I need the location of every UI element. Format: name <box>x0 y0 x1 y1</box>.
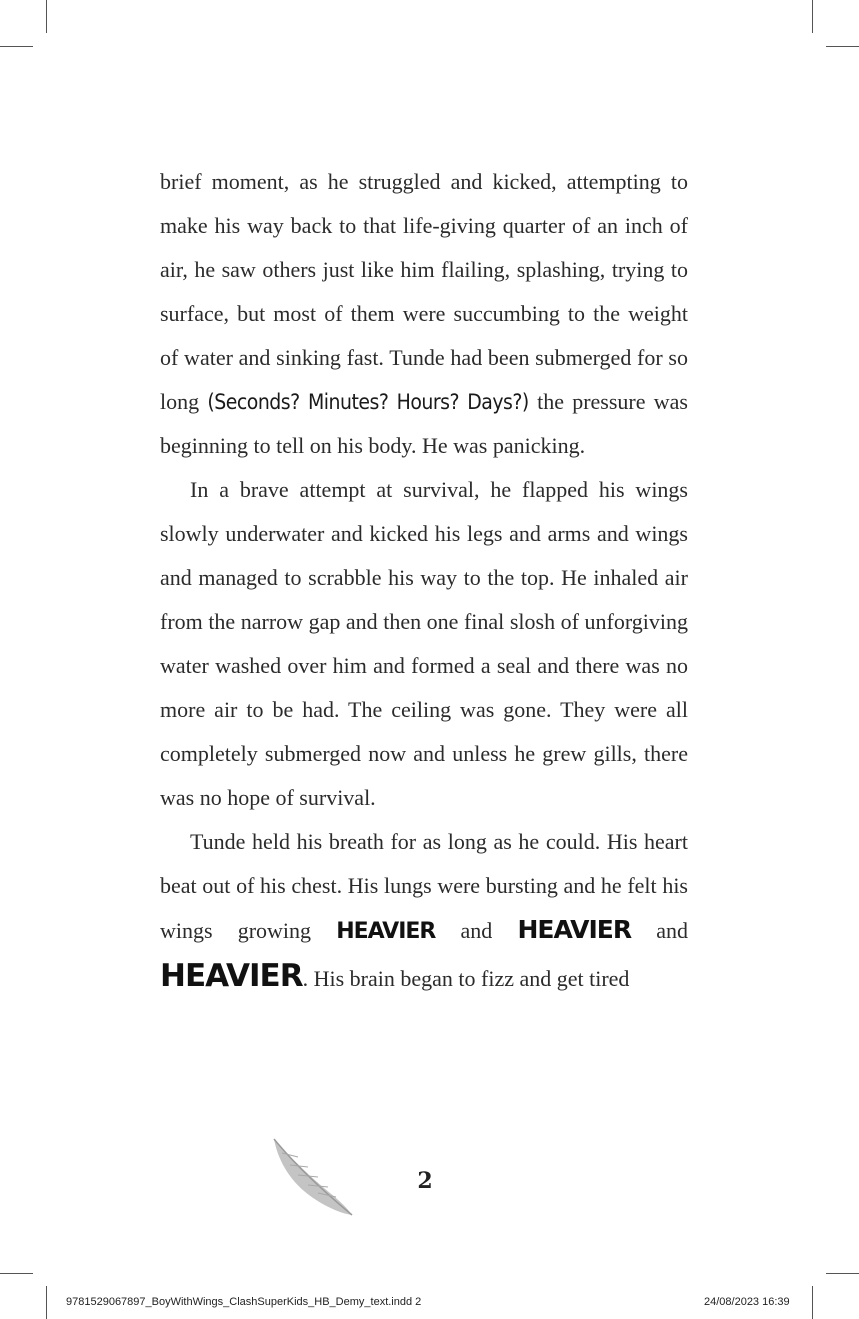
heavier-word-2: HEAVIER <box>517 915 632 944</box>
crop-mark-bottom-left-h <box>0 1273 33 1274</box>
paragraph-3-text-b: . His brain began to fizz and get tired <box>302 966 630 991</box>
and-word-2: and <box>631 918 688 943</box>
paragraph-2: In a brave attempt at survival, he flapped his wings slowly underwater and kicked his legs and arms and wings and managed to scrabble his way to the top. He inhaled air from the narrow gap and then one final slosh of unforgiving water washed over him and formed a seal and there was no more air to be had. The ceiling was gone. They were all completely submerged now and unless he grew gills, there was no hope of survival. <box>160 477 688 810</box>
paragraph-1-text-b: the pressure was beginning to tell on his body. He was panicking. <box>160 389 688 458</box>
slug-filename: 9781529067897_BoyWithWings_ClashSuperKids_HB_Demy_text.indd 2 <box>66 1296 422 1308</box>
crop-mark-top-left-v <box>46 0 47 33</box>
crop-mark-bottom-right-v <box>812 1286 813 1319</box>
feather-icon <box>268 1135 358 1220</box>
paragraph-3 <box>160 820 688 1001</box>
paragraph-3-text-a: Tunde held his breath for as long as he could. His heart beat out of his chest. His lungs were bursting and he felt his wings growing <box>160 829 688 943</box>
crop-mark-top-left-h <box>0 46 33 47</box>
crop-mark-bottom-right-h <box>826 1273 859 1274</box>
crop-mark-bottom-left-v <box>46 1286 47 1319</box>
body-text <box>160 160 688 1001</box>
paragraph-1-text-a: brief moment, as he struggled and kicked, attempting to make his way back to that life-giving quarter of an inch of air, he saw others just like him flailing, splashing, trying to surface, but most of them were succumbing to the weight of water and sinking fast. Tunde had been submerged for so long <box>160 169 688 414</box>
slug-timestamp: 24/08/2023 16:39 <box>704 1296 790 1308</box>
crop-mark-top-right-h <box>826 46 859 47</box>
heavier-word-1: HEAVIER <box>336 919 436 944</box>
page-number: 2 <box>417 1168 433 1194</box>
paragraph-1 <box>160 160 688 468</box>
and-word-1: and <box>435 918 518 943</box>
comic-aside: (Seconds? Minutes? Hours? Days?) <box>207 390 529 414</box>
crop-mark-top-right-v <box>812 0 813 33</box>
heavier-word-3: HEAVIER <box>160 958 303 994</box>
